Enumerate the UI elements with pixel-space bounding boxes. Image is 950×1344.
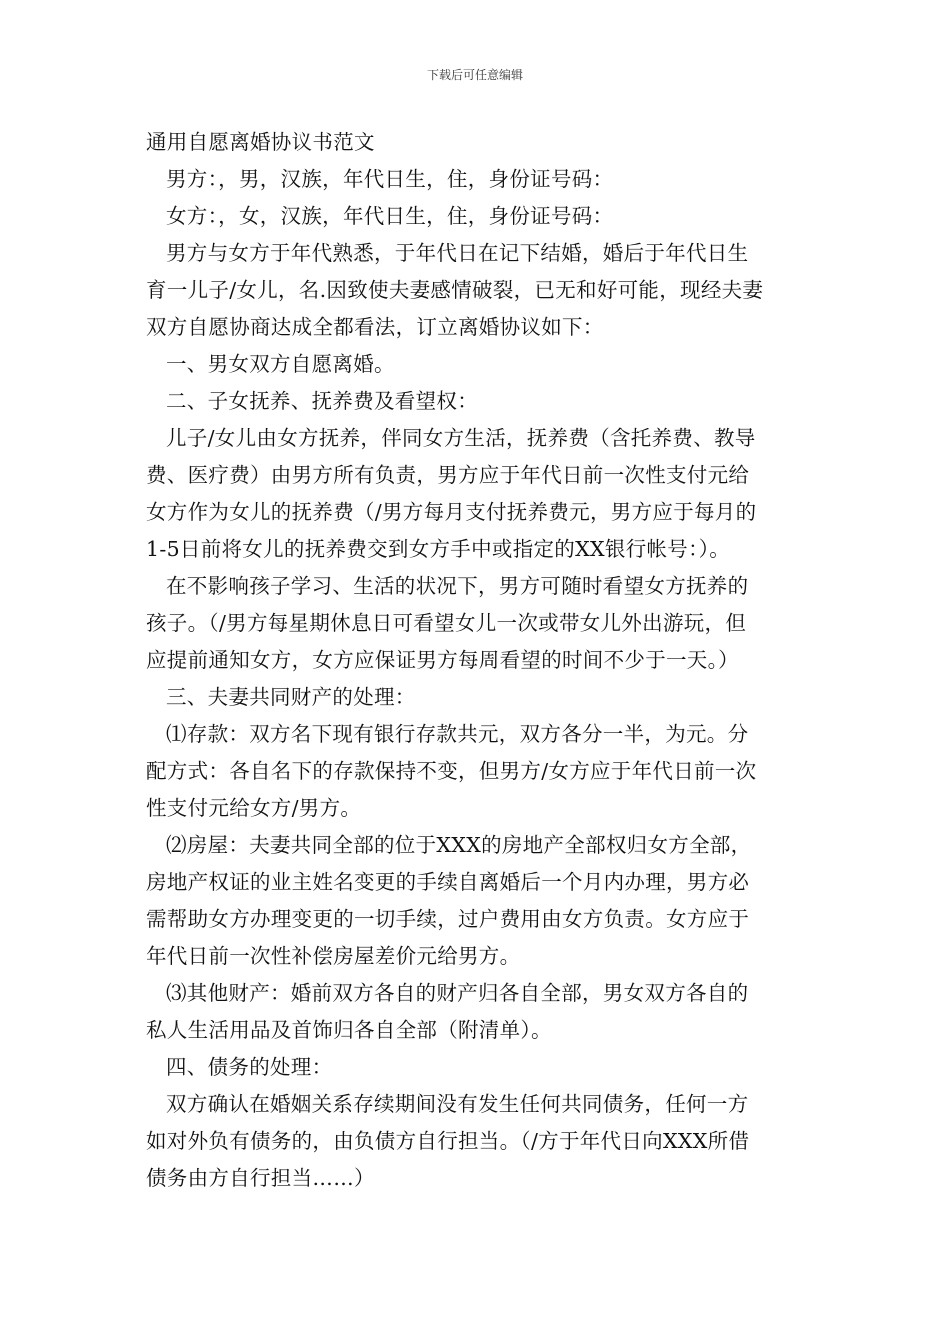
document-body bbox=[146, 124, 810, 1197]
house-paragraph bbox=[146, 827, 810, 975]
section-2-heading: 二、子女抚养、抚养费及看望权： bbox=[166, 389, 478, 413]
other-property-paragraph bbox=[146, 975, 810, 1049]
deposit-line: 性支付元给女方/男方。 bbox=[146, 796, 362, 820]
house-line: 房地产权证的业主姓名变更的手续自离婚后一个月内办理，男方必 bbox=[146, 870, 750, 894]
house-line: 年代日前一次性补偿房屋差价元给男方。 bbox=[146, 944, 521, 968]
custody-line: 费、医疗费）由男方所有负责，男方应于年代日前一次性支付元给 bbox=[146, 463, 750, 487]
section-3-heading: 三、夫妻共同财产的处理： bbox=[166, 685, 416, 709]
custody-line: 1-5日前将女儿的抚养费交到女方手中或指定的XX银行帐号：）。 bbox=[146, 537, 730, 561]
section-1-heading: 一、男女双方自愿离婚。 bbox=[166, 352, 395, 376]
man-info: 男方：，男，汉族，年代日生，住，身份证号码： bbox=[166, 167, 614, 191]
deposit-line: ⑴存款：双方名下现有银行存款共元，双方各分一半，为元。分 bbox=[166, 722, 749, 746]
section-4-heading: 四、债务的处理： bbox=[166, 1055, 333, 1079]
intro-line: 双方自愿协商达成全都看法，订立离婚协议如下： bbox=[146, 315, 604, 339]
intro-line: 育一儿子/女儿，名.因致使夫妻感情破裂，已无和好可能，现经夫妻 bbox=[146, 278, 764, 302]
custody-paragraph bbox=[146, 420, 810, 568]
custody-line: 女方作为女儿的抚养费（/男方每月支付抚养费元，男方应于每月的 bbox=[146, 500, 757, 524]
deposit-paragraph bbox=[146, 716, 810, 827]
intro-paragraph bbox=[146, 235, 810, 346]
document-title: 通用自愿离婚协议书范文 bbox=[146, 130, 375, 154]
house-line: 需帮助女方办理变更的一切手续，过户费用由女方负责。女方应于 bbox=[146, 907, 750, 931]
custody-line: 儿子/女儿由女方抚养，伴同女方生活，抚养费（含托养费、教导 bbox=[166, 426, 756, 450]
debt-line: 双方确认在婚姻关系存续期间没有发生任何共同债务，任何一方 bbox=[166, 1092, 749, 1116]
visitation-line: 在不影响孩子学习、生活的状况下，男方可随时看望女方抚养的 bbox=[166, 574, 749, 598]
other-property-line: 私人生活用品及首饰归各自全部（附清单）。 bbox=[146, 1018, 552, 1042]
woman-info: 女方：，女，汉族，年代日生，住，身份证号码： bbox=[166, 204, 614, 228]
visitation-paragraph bbox=[146, 568, 810, 679]
house-line: ⑵房屋：夫妻共同全部的位于XXX的房地产全部权归女方全部， bbox=[166, 833, 752, 857]
deposit-line: 配方式：各自名下的存款保持不变，但男方/女方应于年代日前一次 bbox=[146, 759, 757, 783]
debt-line: 债务由方自行担当……） bbox=[146, 1166, 375, 1190]
debt-line: 如对外负有债务的，由负债方自行担当。（/方于年代日向XXX所借 bbox=[146, 1129, 750, 1153]
page-header: 下载后可任意编辑 bbox=[426, 68, 523, 82]
intro-line: 男方与女方于年代熟悉，于年代日在记下结婚，婚后于年代日生 bbox=[166, 241, 749, 265]
other-property-line: ⑶其他财产：婚前双方各自的财产归各自全部，男女双方各自的 bbox=[166, 981, 749, 1005]
visitation-line: 孩子。（/男方每星期休息日可看望女儿一次或带女儿外出游玩，但 bbox=[146, 611, 747, 635]
visitation-line: 应提前通知女方，女方应保证男方每周看望的时间不少于一天。） bbox=[146, 648, 739, 672]
debt-paragraph bbox=[146, 1086, 810, 1197]
